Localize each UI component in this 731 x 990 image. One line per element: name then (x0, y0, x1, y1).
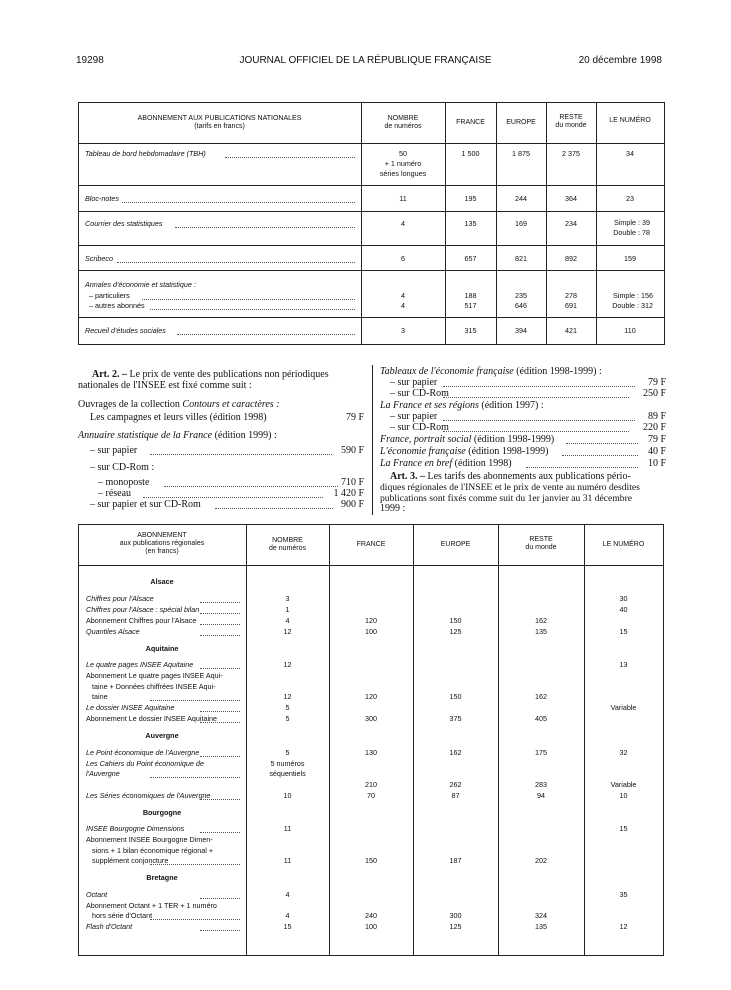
cell-nombre: 4 (285, 615, 290, 625)
header-en-francs: (en francs) (145, 548, 179, 555)
cell-europe: 125 (449, 922, 462, 931)
cell-nombre: 4 (401, 291, 405, 300)
price: 250 F (642, 388, 666, 399)
header-de-numeros: de numéros (269, 545, 306, 552)
price: 900 F (340, 499, 364, 510)
edition: (édition 1998-1999) (473, 434, 555, 445)
price: 710 F (340, 477, 364, 488)
row-label: Octant (86, 889, 108, 899)
row-label: Tableau de bord hebdomadaire (TBH) (85, 149, 206, 158)
cell-nombre: 50 (399, 149, 407, 158)
row-label-continued: supplément conjoncture (92, 856, 169, 865)
header-le-numero: LE NUMÉRO (609, 117, 651, 124)
cell-reste: 135 (535, 626, 547, 636)
article-text: Le prix de vente des publications non périodiques (129, 369, 329, 380)
cell-nombre: 11 (399, 194, 407, 203)
format: – monoposte (98, 477, 150, 488)
cell-numero: 15 (619, 824, 628, 833)
cell-numero: 110 (624, 326, 636, 335)
cell-reste: 162 (535, 615, 547, 625)
cell-europe: 394 (515, 326, 527, 335)
cell-nombre: 12 (283, 692, 292, 701)
cell-nombre: 10 (283, 790, 292, 800)
publication-title: France, portrait social (380, 434, 472, 445)
issue-date: 20 décembre 1998 (578, 55, 662, 66)
cell-reste: 135 (535, 922, 547, 931)
row-label: Abonnement Le dossier INSEE Aquitaine (86, 714, 218, 723)
cell-nombre: 5 (285, 714, 290, 723)
cell-europe: 87 (451, 790, 460, 800)
price: 10 F (647, 458, 666, 469)
header-du-monde: du monde (555, 122, 587, 129)
header-reste: RESTE (559, 114, 583, 121)
row-label: Bloc-notes (85, 194, 119, 203)
cell-numero: Variable (610, 779, 637, 789)
region-heading: Bourgogne (142, 807, 182, 817)
cell-reste: 324 (535, 911, 547, 920)
row-sublabel: – autres abonnés (89, 301, 145, 310)
cell-europe: 1 875 (512, 149, 530, 158)
cell-nombre: 5 numéros (270, 758, 305, 768)
article-label: Art. 2. – (92, 369, 127, 380)
publication-title: L'économie française (380, 446, 466, 457)
cell-reste: 421 (565, 326, 577, 335)
row-label-continued: l'Auvergne (86, 769, 120, 778)
cell-france: 100 (365, 922, 377, 931)
format: – sur papier et sur CD-Rom (90, 499, 201, 510)
cell-numero: 10 (619, 790, 628, 800)
cell-europe: 375 (449, 714, 462, 723)
row-label-continued: taine + Données chiffrées INSEE Aqui- (92, 681, 216, 691)
cell-france: 1 500 (461, 149, 480, 158)
cell-nombre-extra: séquentiels (269, 769, 306, 778)
cell-france: 240 (365, 911, 377, 920)
region-heading: Auvergne (145, 731, 179, 740)
cell-numero: Simple : 156 (613, 291, 653, 300)
format: – sur CD-Rom (390, 388, 449, 399)
cell-nombre-extra: + 1 numéro (384, 159, 422, 168)
format: – sur papier (390, 411, 438, 422)
page-number: 19298 (76, 55, 104, 66)
cell-nombre: 12 (283, 660, 292, 669)
cell-nombre: 11 (283, 856, 292, 865)
cell-europe: 162 (449, 747, 462, 757)
cell-europe: 187 (449, 856, 462, 865)
price: 79 F (647, 377, 666, 388)
row-label: Les Séries économiques de l'Auvergne (86, 790, 211, 800)
cell-nombre: 11 (283, 824, 292, 833)
cell-numero: 15 (619, 626, 628, 636)
edition: (édition 1999) : (214, 430, 277, 441)
price: 40 F (647, 446, 666, 457)
header-tarifs: (tarifs en francs) (194, 123, 245, 130)
cell-europe: 125 (449, 626, 462, 636)
cell-reste: 892 (565, 254, 577, 263)
cell-reste: 278 (565, 291, 577, 300)
cell-france: 70 (367, 790, 375, 800)
header-reste: RESTE (529, 536, 553, 543)
article-text: publications sont fixés comme suit du 1er janvier au 31 décembre (380, 493, 633, 504)
cell-nombre: 5 (285, 747, 290, 757)
cell-numero: Simple : 39 (614, 218, 650, 227)
row-label: Abonnement Octant + 1 TER + 1 numéro (86, 900, 217, 910)
article-text: 1999 : (380, 503, 406, 514)
row-label: INSEE Bourgogne Dimensions (86, 824, 185, 833)
row-label-continued: hors série d'Octant (92, 911, 153, 920)
format: – sur papier (390, 377, 438, 388)
cell-france: 150 (365, 856, 377, 865)
row-label: Quantiles Alsace (86, 626, 140, 636)
collection-name: Contours et caractères : (182, 399, 280, 410)
cell-europe: 821 (515, 254, 527, 263)
article-text: Ouvrages de la collection (78, 399, 180, 410)
header-publications-regionales: aux publications régionales (119, 540, 205, 547)
cell-europe: 235 (515, 291, 527, 300)
cell-nombre: 15 (283, 922, 292, 931)
row-label: Abonnement Chiffres pour l'Alsace (86, 615, 197, 625)
region-heading: Aquitaine (145, 643, 179, 653)
row-label: Les Cahiers du Point économique de (86, 758, 204, 768)
cell-reste: 202 (535, 856, 547, 865)
header-nombre: NOMBRE (272, 537, 303, 544)
price: 79 F (647, 434, 666, 445)
cell-france: 315 (464, 326, 477, 335)
edition: (édition 1998-1999) : (516, 366, 602, 377)
cell-nombre: 6 (401, 254, 405, 263)
publication-title: La France en bref (380, 458, 453, 469)
row-label: Flash d'Octant (86, 922, 133, 931)
format: – sur CD-Rom : (90, 462, 155, 473)
cell-reste: 2 375 (562, 149, 580, 158)
row-label: Le quatre pages INSEE Aquitaine (86, 660, 194, 669)
header-europe: EUROPE (440, 541, 471, 548)
edition: (édition 1998-1999) (468, 446, 549, 457)
article-text: diques régionales de l'INSEE et le prix de vente au numéro desdites (380, 482, 640, 493)
format: – sur papier (90, 445, 138, 456)
row-label: Le Point économique de l'Auvergne (86, 747, 200, 757)
row-label: Annales d'économie et statistique : (85, 280, 196, 289)
cell-france: 657 (464, 254, 477, 263)
header-de-numeros: de numéros (384, 123, 422, 130)
cell-france: 100 (365, 626, 377, 636)
cell-reste: 94 (537, 790, 545, 800)
header-le-numero: LE NUMÉRO (602, 541, 645, 548)
cell-nombre: 3 (285, 593, 290, 603)
row-label: Scribeco (85, 254, 113, 263)
cell-numero: 35 (619, 889, 628, 899)
cell-france: 517 (464, 301, 477, 310)
cell-nombre: 4 (285, 889, 290, 899)
cell-europe: 300 (449, 911, 462, 920)
cell-europe: 244 (515, 194, 527, 203)
edition: (édition 1998) (454, 458, 512, 469)
publication-title: Tableaux de l'économie française (380, 366, 514, 377)
cell-nombre: 5 (285, 703, 290, 712)
region-heading: Bretagne (146, 873, 178, 882)
price: 590 F (340, 445, 364, 456)
cell-nombre: 4 (401, 301, 405, 310)
cell-nombre: 3 (401, 326, 405, 335)
cell-reste: 283 (535, 779, 547, 789)
cell-reste: 364 (565, 194, 577, 203)
cell-numero: 13 (619, 660, 628, 669)
cell-reste: 175 (535, 747, 547, 757)
row-label: Chiffres pour l'Alsace (86, 593, 154, 603)
cell-numero: 159 (624, 254, 636, 263)
cell-reste: 162 (535, 692, 547, 701)
cell-numero: Double : 78 (613, 228, 650, 237)
region-heading: Alsace (150, 577, 174, 586)
row-label: Abonnement Le quatre pages INSEE Aqui- (86, 671, 223, 680)
cell-reste: 234 (565, 219, 577, 228)
format: – réseau (98, 488, 132, 499)
row-sublabel: – particuliers (89, 291, 130, 300)
cell-france: 120 (365, 692, 377, 701)
cell-france: 188 (464, 291, 477, 300)
cell-reste: 691 (565, 301, 577, 310)
format: – sur CD-Rom (390, 422, 449, 433)
price: 220 F (642, 422, 666, 433)
cell-nombre: 12 (283, 626, 292, 636)
header-abonnement: ABONNEMENT (137, 532, 187, 539)
edition: (édition 1997) : (481, 400, 544, 411)
publication-title: Annuaire statistique de la France (78, 430, 213, 441)
row-label: Recueil d'études sociales (85, 326, 166, 335)
cell-nombre: 4 (285, 911, 290, 920)
row-label-continued: taine (92, 692, 108, 701)
price: 79 F (345, 412, 364, 423)
publication-title: Les campagnes et leurs villes (édition 1998) (90, 412, 267, 423)
cell-reste: 405 (535, 714, 547, 723)
cell-europe: 150 (449, 692, 462, 701)
publication-title: La France et ses régions (380, 400, 479, 411)
price: 1 420 F (333, 488, 364, 499)
row-label: Courrier des statistiques (85, 219, 163, 228)
header-europe: EUROPE (506, 119, 536, 126)
cell-numero: 30 (619, 593, 628, 603)
header-nombre: NOMBRE (387, 115, 419, 122)
cell-numero: 34 (626, 149, 634, 158)
cell-france: 300 (365, 714, 377, 723)
cell-france: 210 (365, 779, 377, 789)
header-du-monde: du monde (525, 544, 557, 551)
journal-title: JOURNAL OFFICIEL DE LA RÉPUBLIQUE FRANÇAISE (239, 55, 492, 66)
cell-numero: 23 (626, 194, 634, 203)
cell-france: 120 (365, 615, 377, 625)
header-abonnement-nationales: ABONNEMENT AUX PUBLICATIONS NATIONALES (137, 115, 302, 122)
row-label: Le dossier INSEE Aquitaine (86, 703, 175, 712)
cell-europe: 150 (449, 615, 462, 625)
cell-europe: 169 (515, 219, 527, 228)
row-label: Chiffres pour l'Alsace : spécial bilan (86, 604, 200, 614)
cell-numero: Variable (610, 703, 637, 712)
cell-nombre-extra: séries longues (379, 169, 427, 178)
cell-numero: 32 (619, 747, 628, 757)
cell-france: 135 (464, 219, 477, 228)
cell-europe: 262 (449, 779, 462, 789)
header-france: FRANCE (456, 119, 485, 126)
cell-france: 195 (464, 194, 477, 203)
article-label: Art. 3. – (390, 471, 425, 482)
row-label: Abonnement INSEE Bourgogne Dimen- (86, 835, 213, 844)
price: 89 F (647, 411, 666, 422)
article-text: nationales de l'INSEE est fixé comme suit : (78, 380, 252, 391)
cell-europe: 646 (515, 301, 527, 310)
cell-nombre: 4 (401, 219, 405, 228)
row-label-continued: sions + 1 bilan économique régional + (92, 845, 214, 855)
article-text: Les tarifs des abonnements aux publications pério- (427, 471, 631, 482)
cell-numero: 40 (619, 604, 628, 614)
header-france: FRANCE (356, 541, 386, 548)
cell-france: 130 (365, 747, 377, 757)
cell-nombre: 1 (285, 604, 290, 614)
cell-numero: 12 (619, 922, 628, 931)
cell-numero: Double : 312 (612, 301, 653, 310)
